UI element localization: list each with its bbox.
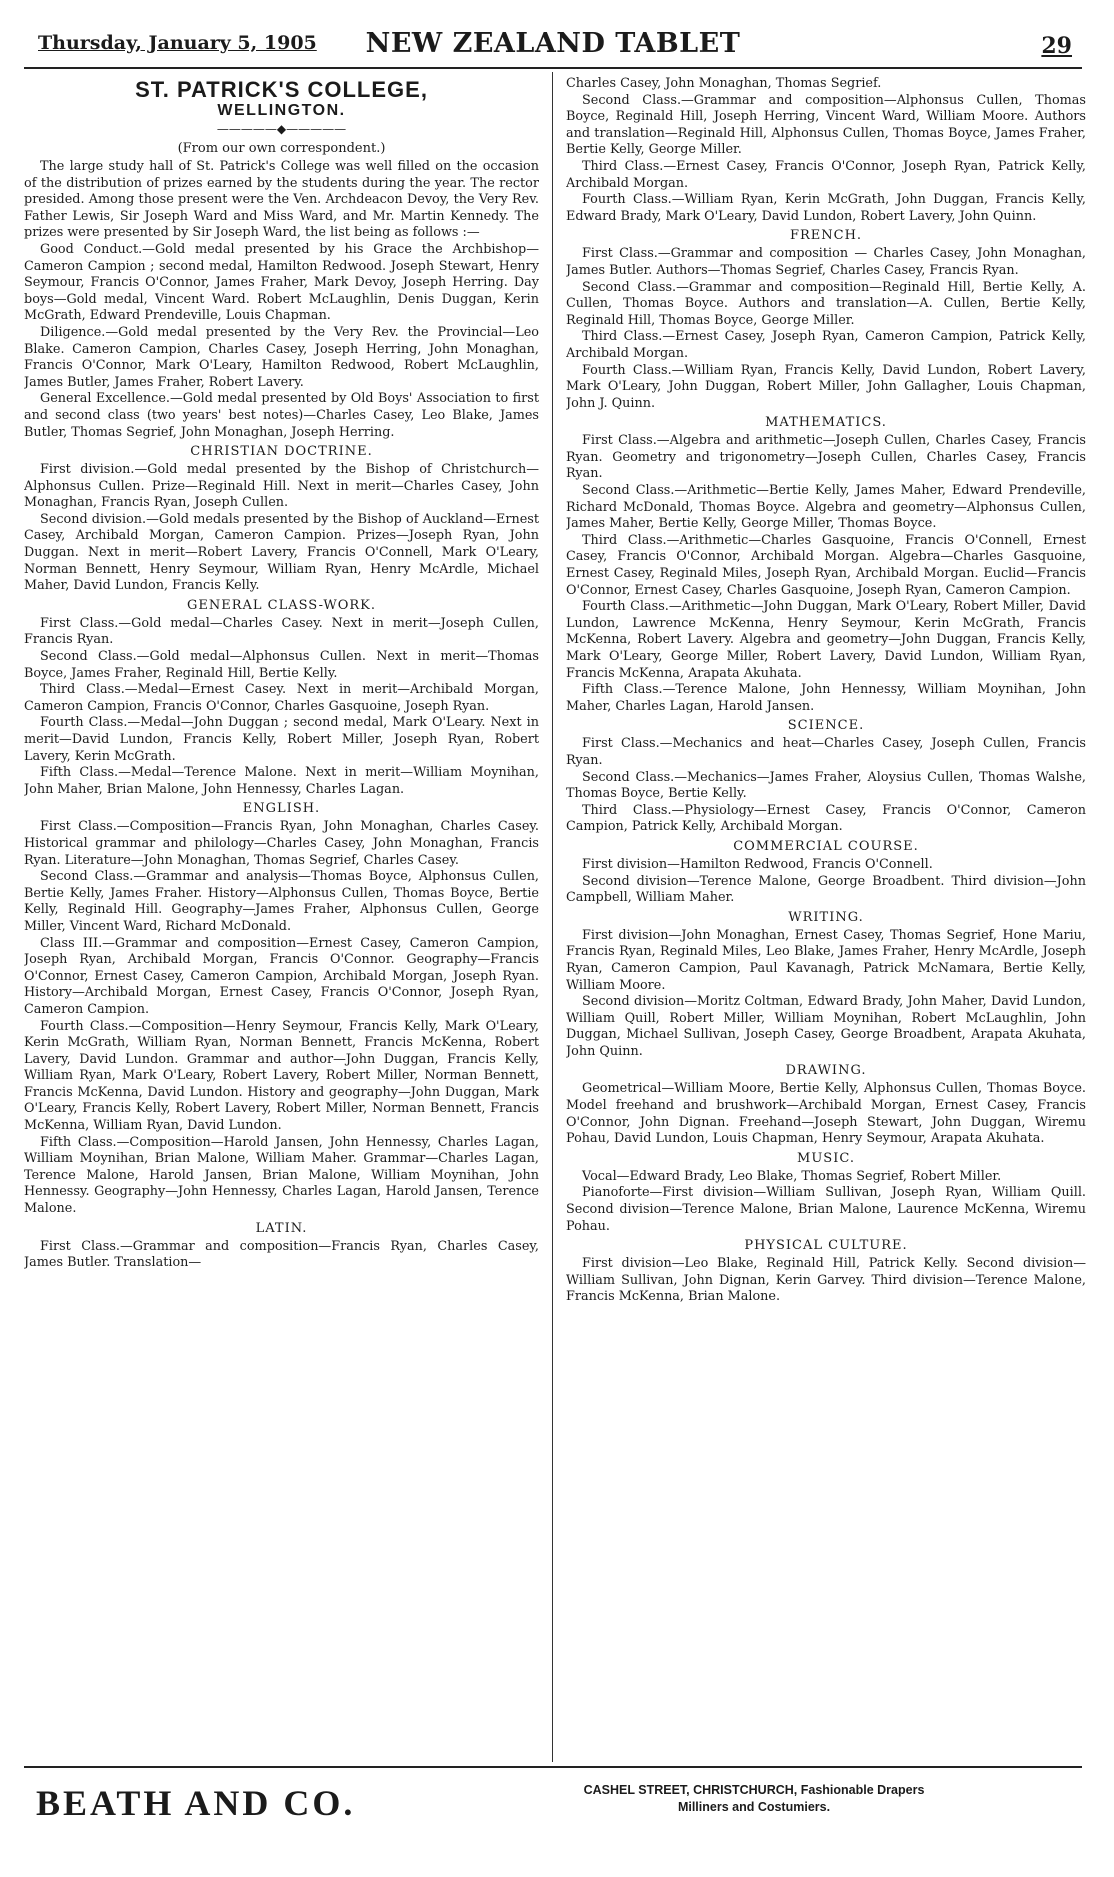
correspondent-line: (From our own correspondent.) [177,141,386,156]
ornamental-rule: —————◆————— [216,122,347,136]
section-heading: DRAWING. [785,1063,867,1079]
prize-paragraph: Good Conduct.—Gold medal presented by his Grace the Archbishop—Cameron Campion ; second medal, Hamilton Redwood. Joseph Stewart, Henry Seymour, Francis O'Connor, James Fraher, Mark Devoy, Joseph Herring. Day boys—Gold medal, Vincent Ward. Robert McLaughlin, Denis Duggan, Kerin McGrath, Edward Prendeville, Louis Chapman. [24,241,539,324]
advertiser-address: CASHEL STREET, CHRISTCHURCH, Fashionable Drapers [583,1783,925,1797]
section-heading: FRENCH. [789,228,863,244]
prize-paragraph: First Class.—Mechanics and heat—Charles Casey, Joseph Cullen, Francis Ryan. [566,736,1086,768]
prize-paragraph: First division—John Monaghan, Ernest Casey, Thomas Segrief, Hone Mariu, Francis Ryan, Reginald Miles, Leo Blake, James Fraher, Henry McArdle, Joseph Ryan, Cameron Campion, Paul Kavanagh, Patrick McNamara, Bertie Kelly, William Moore. [566,927,1086,993]
prize-paragraph: First division—Hamilton Redwood, Francis O'Connell. [582,856,933,872]
section-heading: PHYSICAL CULTURE. [744,1238,908,1254]
page-header [24,27,1082,69]
prize-paragraph: The large study hall of St. Patrick's College was well filled on the occasion of the distribution of prizes earned by the students during the year. The rector presided. Among those present were the Ven. Archdeacon Devoy, the Very Rev. Father Lewis, Sir Joseph Ward and Miss Ward, and Mr. Martin Kennedy. The prizes were presented by Sir Joseph Ward, the list being as follows :— [24,159,539,241]
page-number: 29 [1041,33,1072,59]
section-heading: SCIENCE. [787,718,865,734]
prize-paragraph: First division.—Gold medal presented by the Bishop of Christchurch—Alphonsus Cullen. Prize—Reginald Hill. Next in merit—Charles Casey, John Monaghan, Francis Ryan, Joseph Cullen. [24,462,539,511]
prize-paragraph: Second division.—Gold medals presented by the Bishop of Auckland—Ernest Casey, Archibald Morgan, Cameron Campion. Prizes—Joseph Ryan, John Duggan. Next in merit—Robert Lavery, Francis O'Connell, Mark O'Leary, Norman Bennett, Henry Seymour, William Ryan, Henry McArdle, Michael Maher, David Lundon, Francis Kelly. [24,511,539,594]
section-heading: WRITING. [788,909,864,925]
article-subtitle: WELLINGTON. [217,102,346,119]
prize-paragraph: Class III.—Grammar and composition—Ernest Casey, Cameron Campion, Joseph Ryan, Archibald Morgan, Francis O'Connor. Geography—Francis O'Connor, Ernest Casey, Cameron Campion, Archibald Morgan, Joseph Ryan. History—Archibald Morgan, Ernest Casey, Francis O'Connor, Joseph Ryan, Cameron Campion. [24,935,539,1017]
issue-date: Thursday, January 5, 1905 [38,32,317,54]
prize-paragraph: Pianoforte—First division—William Sullivan, Joseph Ryan, William Quill. Second division—Terence Malone, Brian Malone, Laurence McKenna, Wiremu Pohau. [566,1185,1086,1234]
section-heading: CHRISTIAN DOCTRINE. [190,444,373,460]
prize-paragraph: Fourth Class.—William Ryan, Francis Kelly, David Lundon, Robert Lavery, Mark O'Leary, John Duggan, Robert Miller, John Gallagher, Louis Chapman, John J. Quinn. [566,362,1086,411]
right-column [566,76,1086,1746]
prize-paragraph: Fifth Class.—Terence Malone, John Hennessy, William Moynihan, John Maher, Charles Lagan, Harold Jansen. [566,682,1086,714]
prize-paragraph: Fourth Class.—Composition—Henry Seymour, Francis Kelly, Mark O'Leary, Kerin McGrath, William Ryan, Norman Bennett, Francis McKenna, Robert Lavery, David Lundon. Grammar and author—John Duggan, Francis Kelly, William Ryan, Mark O'Leary, Robert Lavery, Robert Miller, Norman Bennett, Francis McKenna, David Lundon. History and geography—John Duggan, Mark O'Leary, Francis Kelly, Robert Lavery, Robert Miller, Norman Bennett, Francis McKenna, William Ryan, David Lundon. [24,1018,539,1134]
section-heading: COMMERCIAL COURSE. [733,838,919,854]
section-heading: LATIN. [255,1220,308,1236]
prize-paragraph: General Excellence.—Gold medal presented by Old Boys' Association to first and second class (two years' best notes)—Charles Casey, Leo Blake, James Butler, Thomas Segrief, John Monaghan, Joseph Herring. [24,391,539,440]
prize-paragraph: Second Class.—Grammar and composition—Reginald Hill, Bertie Kelly, A. Cullen, Thomas Boyce. Authors and translation—A. Cullen, Bertie Kelly, Reginald Hill, Thomas Boyce, George Miller. [566,279,1086,328]
prize-paragraph: First Class.—Grammar and composition—Francis Ryan, Charles Casey, James Butler. Translation— [24,1238,539,1271]
prize-paragraph: Third Class.—Ernest Casey, Francis O'Connor, Joseph Ryan, Patrick Kelly, Archibald Morgan. [566,158,1086,191]
prize-paragraph: Second Class.—Grammar and analysis—Thomas Boyce, Alphonsus Cullen, Bertie Kelly, James Fraher. History—Alphonsus Cullen, Thomas Boyce, Bertie Kelly, Reginald Hill. Geography—James Fraher, Alphonsus Cullen, George Miller, Vincent Ward, Richard McDonald. [24,869,539,934]
right-column-body [566,76,1086,1306]
section-heading: GENERAL CLASS-WORK. [186,597,377,613]
prize-paragraph: First division—Leo Blake, Reginald Hill, Patrick Kelly. Second division—William Sullivan, John Dignan, Kerin Garvey. Third division—Terence Malone, Francis McKenna, Brian Malone. [566,1256,1086,1305]
column-divider [552,72,553,1762]
prize-paragraph: Diligence.—Gold medal presented by the Very Rev. the Provincial—Leo Blake. Cameron Campion, Charles Casey, Joseph Herring, John Monaghan, Francis O'Connor, Mark O'Leary, Hamilton Redwood, Robert McLaughlin, James Butler, James Fraher, Robert Lavery. [24,324,539,390]
section-heading: MUSIC. [797,1150,855,1166]
masthead: NEW ZEALAND TABLET [365,28,741,59]
prize-paragraph: Second Class.—Gold medal—Alphonsus Cullen. Next in merit—Thomas Boyce, James Fraher, Reginald Hill, Bertie Kelly. [24,649,539,681]
prize-paragraph: First Class.—Grammar and composition — Charles Casey, John Monaghan, James Butler. Authors—Thomas Segrief, Charles Casey, Francis Ryan. [566,246,1086,278]
advertiser-details [454,1782,1054,1816]
section-heading: ENGLISH. [242,801,321,817]
prize-paragraph: Fifth Class.—Medal—Terence Malone. Next in merit—William Moynihan, John Maher, Brian Malone, John Hennessy, Charles Lagan. [24,765,539,797]
prize-paragraph: First Class.—Gold medal—Charles Casey. Next in merit—Joseph Cullen, Francis Ryan. [24,615,539,648]
prize-paragraph: Second division—Moritz Coltman, Edward Brady, John Maher, David Lundon, William Quill, Robert Miller, William Moynihan, Robert McLaughlin, John Duggan, Michael Sullivan, Joseph Casey, George Broadbent, Arapata Akuhata, John Quinn. [566,994,1086,1059]
prize-paragraph: Second Class.—Grammar and composition—Alphonsus Cullen, Thomas Boyce, Reginald Hill, Joseph Herring, Vincent Ward, William Moore. Authors and translation—Reginald Hill, Alphonsus Cullen, Thomas Boyce, James Fraher, Bertie Kelly, George Miller. [566,92,1086,158]
advertisement-footer [24,1766,1082,1838]
article-title: ST. PATRICK'S COLLEGE, [135,77,428,102]
left-column-body [24,159,539,1272]
prize-paragraph: Third Class.—Ernest Casey, Joseph Ryan, Cameron Campion, Patrick Kelly, Archibald Morgan. [566,329,1086,361]
prize-paragraph: First Class.—Algebra and arithmetic—Joseph Cullen, Charles Casey, Francis Ryan. Geometry and trigonometry—Joseph Cullen, Charles Casey, Francis Ryan. [566,433,1086,482]
section-heading: MATHEMATICS. [765,415,887,431]
prize-paragraph: Geometrical—William Moore, Bertie Kelly, Alphonsus Cullen, Thomas Boyce. Model freehand and brushwork—Archibald Morgan, Ernest Casey, Francis O'Connor, John Dignan. Freehand—Joseph Stewart, John Duggan, Wiremu Pohau, David Lundon, Louis Chapman, Henry Seymour, Arapata Akuhata. [566,1081,1086,1147]
prize-paragraph: Second Class.—Mechanics—James Fraher, Aloysius Cullen, Thomas Walshe, Thomas Boyce, Bertie Kelly. [566,769,1086,802]
prize-paragraph: Second division—Terence Malone, George Broadbent. Third division—John Campbell, William Maher. [566,873,1086,906]
prize-paragraph: Fifth Class.—Composition—Harold Jansen, John Hennessy, Charles Lagan, William Moynihan, Brian Malone, William Maher. Grammar—Charles Lagan, Terence Malone, Harold Jansen, Brian Malone, William Moynihan, John Hennessy. Geography—John Hennessy, Charles Lagan, Harold Jansen, Terence Malone. [24,1134,539,1217]
prize-paragraph: Fourth Class.—William Ryan, Kerin McGrath, John Duggan, Francis Kelly, Edward Brady, Mark O'Leary, David Lundon, Robert Lavery, John Quinn. [566,192,1086,224]
left-column [24,76,539,1746]
prize-paragraph: First Class.—Composition—Francis Ryan, John Monaghan, Charles Casey. Historical grammar and philology—Charles Casey, John Monaghan, Francis Ryan. Literature—John Monaghan, Thomas Segrief, Charles Casey. [24,819,539,868]
prize-paragraph: Vocal—Edward Brady, Leo Blake, Thomas Segrief, Robert Miller. [582,1168,1002,1184]
advertiser-name: BEATH AND CO. [36,1783,356,1823]
prize-paragraph: Fourth Class.—Arithmetic—John Duggan, Mark O'Leary, Robert Miller, David Lundon, Lawrence McKenna, Henry Seymour, Kerin McGrath, Francis McKenna, Robert Lavery. Algebra and geometry—John Duggan, Francis Kelly, Mark O'Leary, George Miller, Robert Lavery, David Lundon, William Ryan, Francis McKenna, Arapata Akuhata. [566,599,1086,681]
advertiser-tagline: Milliners and Costumiers. [677,1800,831,1814]
prize-paragraph: Third Class.—Medal—Ernest Casey. Next in merit—Archibald Morgan, Cameron Campion, Francis O'Connor, Charles Gasquoine, Joseph Ryan. [24,682,539,714]
prize-paragraph: Second Class.—Arithmetic—Bertie Kelly, James Maher, Edward Prendeville, Richard McDonald, Thomas Boyce. Algebra and geometry—Alphonsus Cullen, James Maher, Bertie Kelly, George Miller, Thomas Boyce. [566,483,1086,532]
prize-paragraph: Fourth Class.—Medal—John Duggan ; second medal, Mark O'Leary. Next in merit—David Lundon, Francis Kelly, Robert Miller, Joseph Ryan, Robert Lavery, Kerin McGrath. [24,715,539,764]
prize-paragraph: Third Class.—Arithmetic—Charles Gasquoine, Francis O'Connell, Ernest Casey, Francis O'Connor, Archibald Morgan. Algebra—Charles Gasquoine, Ernest Casey, Reginald Miles, Joseph Ryan, Archibald Morgan. Euclid—Francis O'Connor, Ernest Casey, Charles Gasquoine, Joseph Ryan, Cameron Campion. [566,532,1086,598]
prize-paragraph: Charles Casey, John Monaghan, Thomas Segrief. [566,76,882,91]
prize-paragraph: Third Class.—Physiology—Ernest Casey, Francis O'Connor, Cameron Campion, Patrick Kelly, Archibald Morgan. [566,802,1086,835]
